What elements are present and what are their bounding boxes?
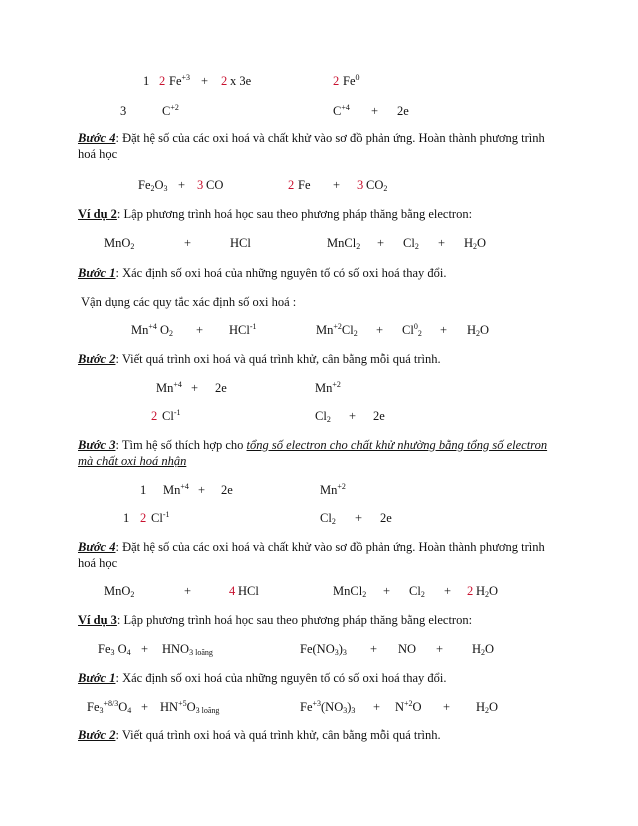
coefficient: 2 [333, 74, 340, 88]
plus-sign: + [201, 74, 209, 88]
species: $C^{+2}$ [162, 103, 179, 118]
step-1-heading-2: Bước 1: Xác định số oxi hoá của những nguyên tố có số oxi hoá thay đổi. [78, 671, 447, 685]
species: $Fe^{+3}$ [169, 73, 191, 88]
coefficient: 2 [159, 74, 166, 88]
coefficient: 2 [221, 74, 228, 88]
multiplier: 3 [120, 104, 127, 118]
electrons: 2e [397, 104, 409, 118]
species: $C^{+4}$ [333, 103, 350, 118]
multiplier: 1 [143, 74, 150, 88]
plus-sign: + [371, 104, 379, 118]
rule-text: Vận dụng các quy tắc xác định số oxi hoá : [81, 295, 297, 309]
step-1-heading: Bước 1: Xác định số oxi hoá của những nguyên tố có số oxi hoá thay đổi. [78, 266, 447, 280]
example-3-heading: Ví dụ 3: Lập phương trình hoá học sau theo phương pháp thăng bằng electron: [78, 613, 473, 627]
step-3-paragraph: Bước 3: Tìm hệ số thích hợp cho tổng số electron cho chất khử nhường bằng tổng số electron mà chất oxi hoá nhận [78, 438, 548, 468]
step-2-heading-2: Bước 2: Viết quá trình oxi hoá và quá trình khử, cân bằng mỗi quá trình. [78, 728, 441, 742]
step-4-paragraph: Bước 4: Đặt hệ số của các oxi hoá và chất khử vào sơ đồ phản ứng. Hoàn thành phương trình hoá học [78, 131, 545, 161]
step-2-heading: Bước 2: Viết quá trình oxi hoá và quá trình khử, cân bằng mỗi quá trình. [78, 352, 441, 366]
example-2-heading: Ví dụ 2: Lập phương trình hoá học sau theo phương pháp thăng bằng electron: [78, 207, 473, 221]
electrons: x 3e [230, 74, 252, 88]
species: Fe$^0$ [343, 73, 360, 88]
step-4-paragraph-2: Bước 4: Đặt hệ số của các oxi hoá và chất khử vào sơ đồ phản ứng. Hoàn thành phương trình hoá học [78, 540, 545, 570]
